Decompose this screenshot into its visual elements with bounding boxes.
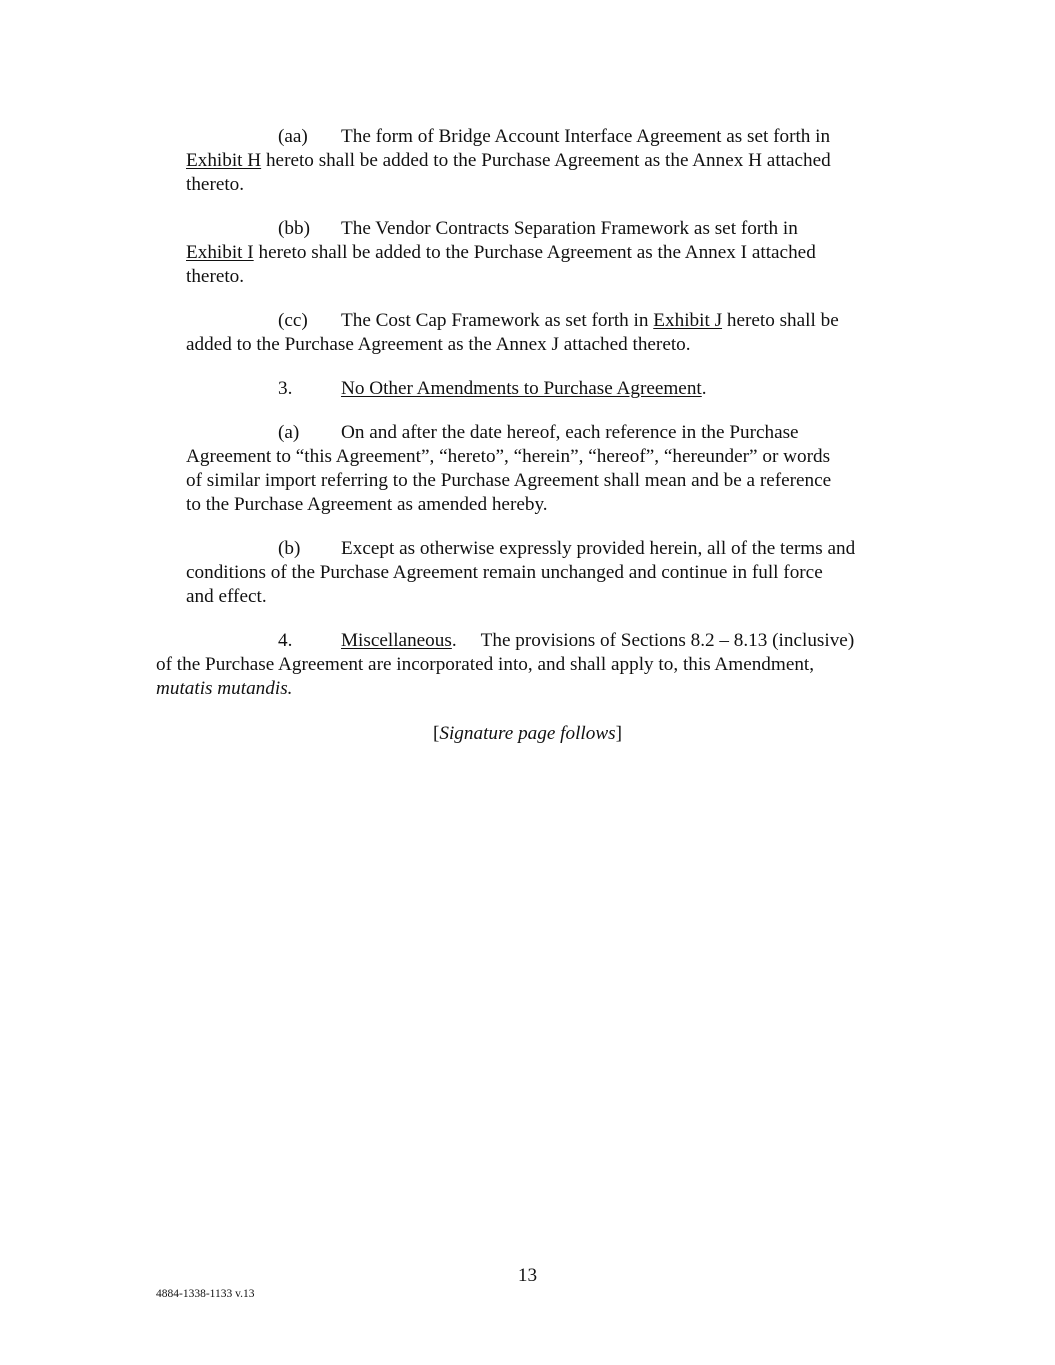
section-heading-period: . (701, 378, 707, 399)
exhibit-h-reference: Exhibit H (186, 150, 262, 171)
paragraph-text: of similar import referring to the Purchase Agreement shall mean and be a reference (186, 470, 832, 491)
paragraph-text: The Vendor Contracts Separation Framework as set forth in (341, 218, 798, 239)
paragraph-text: Except as otherwise expressly provided herein, all of the terms and (341, 538, 856, 559)
document-id: 4884-1338-1133 v.13 (156, 1288, 255, 1300)
paragraph-aa (186, 125, 831, 197)
paragraph-text: thereto. (186, 174, 245, 195)
section-heading: Miscellaneous (341, 630, 452, 651)
page-number: 13 (517, 1265, 538, 1286)
paragraph-text: and effect. (186, 586, 267, 607)
exhibit-i-reference: Exhibit I (186, 242, 254, 263)
section-number: 4. (278, 630, 293, 651)
paragraph-text: of the Purchase Agreement are incorporated into, and shall apply to, this Amendment, (156, 654, 815, 675)
paragraph-text: The form of Bridge Account Interface Agreement as set forth in (341, 126, 831, 147)
signature-note-text: Signature page follows (439, 723, 616, 744)
section-heading-period: . (451, 630, 457, 651)
paragraph-text: hereto shall be added to the Purchase Agreement as the Annex H attached (261, 150, 831, 171)
paragraph-bb (186, 217, 816, 289)
paragraph-cc (186, 309, 839, 357)
paragraph-label: (a) (278, 422, 300, 443)
section-3 (186, 377, 707, 401)
paragraph-text: Agreement to “this Agreement”, “hereto”, “herein”, “hereof”, “hereunder” or words (186, 446, 831, 467)
section-number: 3. (278, 378, 293, 399)
section-heading: No Other Amendments to Purchase Agreement (341, 378, 702, 399)
paragraph-text: The provisions of Sections 8.2 – 8.13 (inclusive) (480, 630, 855, 651)
paragraph-text: added to the Purchase Agreement as the Annex J attached thereto. (186, 334, 691, 355)
paragraph-b (186, 537, 855, 609)
bracket-open: [ (432, 723, 440, 744)
paragraph-text: conditions of the Purchase Agreement remain unchanged and continue in full force (186, 562, 823, 583)
exhibit-j-reference: Exhibit J (653, 310, 723, 331)
paragraph-text: hereto shall be (722, 310, 839, 331)
paragraph-text: hereto shall be added to the Purchase Agreement as the Annex I attached (253, 242, 816, 263)
paragraph-text: thereto. (186, 266, 245, 287)
signature-page-note (0, 722, 1055, 746)
paragraph-label: (b) (278, 538, 301, 559)
paragraph-label: (aa) (278, 126, 308, 147)
paragraph-a (186, 421, 831, 517)
paragraph-text-italic: mutatis mutandis. (156, 678, 293, 699)
paragraph-label: (cc) (278, 310, 308, 331)
paragraph-text: The Cost Cap Framework as set forth in (341, 310, 654, 331)
paragraph-label: (bb) (278, 218, 310, 239)
paragraph-text: to the Purchase Agreement as amended hereby. (186, 494, 548, 515)
paragraph-text: On and after the date hereof, each reference in the Purchase (341, 422, 799, 443)
section-4 (156, 629, 854, 701)
bracket-close: ] (615, 723, 623, 744)
